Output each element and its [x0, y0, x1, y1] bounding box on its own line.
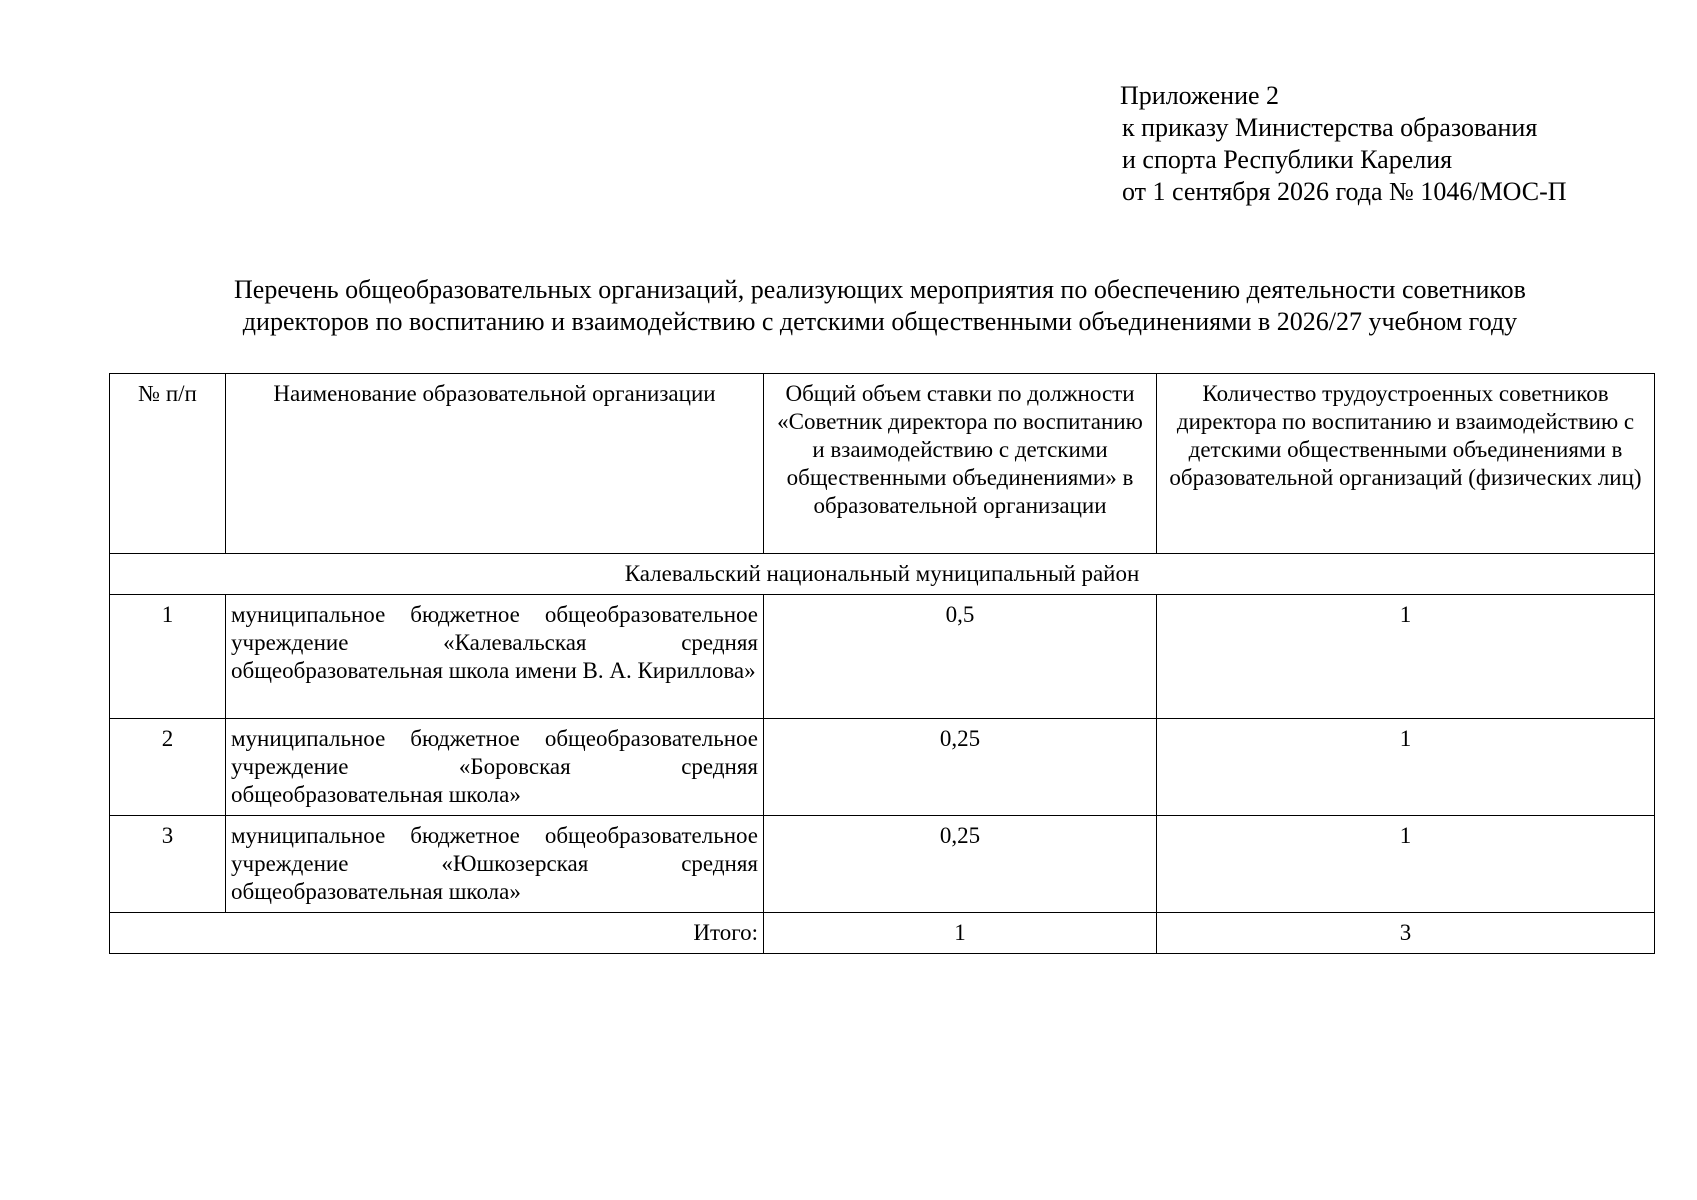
organizations-table	[109, 373, 1655, 954]
row-num: 3	[110, 816, 226, 913]
row-name: муниципальное бюджетное общеобразовательное учреждение «Юшкозерская средняя общеобразовательная школа»	[226, 816, 764, 913]
header-count: Количество трудоустроенных советников директора по воспитанию и взаимодействию с детскими общественными объединениями в образовательной организаций (физических лиц)	[1157, 374, 1655, 554]
total-rate: 1	[764, 913, 1157, 954]
row-rate: 0,5	[764, 595, 1157, 719]
appendix-line-3: и спорта Республики Карелия	[1122, 145, 1453, 174]
table-row	[110, 719, 1655, 816]
total-row	[110, 913, 1655, 954]
header-rate: Общий объем ставки по должности «Советник директора по воспитанию и взаимодействию с детскими общественными объединениями» в образовательной организации	[764, 374, 1157, 554]
total-label: Итого:	[110, 913, 764, 954]
row-name: муниципальное бюджетное общеобразовательное учреждение «Калевальская средняя общеобразовательная школа имени В. А. Кириллова»	[226, 595, 764, 719]
document-title	[110, 274, 1650, 338]
row-count: 1	[1157, 816, 1655, 913]
row-num: 2	[110, 719, 226, 816]
document-title-line-2: директоров по воспитанию и взаимодействию с детскими общественными объединениями в 2026/27 учебном году	[242, 307, 1518, 336]
group-title: Калевальский национальный муниципальный район	[110, 554, 1655, 595]
row-count: 1	[1157, 595, 1655, 719]
row-num: 1	[110, 595, 226, 719]
total-count: 3	[1157, 913, 1655, 954]
row-count: 1	[1157, 719, 1655, 816]
header-name: Наименование образовательной организации	[226, 374, 764, 554]
row-rate: 0,25	[764, 719, 1157, 816]
row-name: муниципальное бюджетное общеобразовательное учреждение «Боровская средняя общеобразовательная школа»	[226, 719, 764, 816]
appendix-block	[1122, 80, 1567, 208]
appendix-line-1: Приложение 2	[1120, 81, 1280, 110]
table-header-row	[110, 374, 1655, 554]
document-title-line-1: Перечень общеобразовательных организаций, реализующих мероприятия по обеспечению деятельности советников	[234, 275, 1526, 304]
group-row	[110, 554, 1655, 595]
row-rate: 0,25	[764, 816, 1157, 913]
table-row	[110, 816, 1655, 913]
header-num: № п/п	[110, 374, 226, 554]
appendix-line-2: к приказу Министерства образования	[1122, 113, 1538, 142]
table-row	[110, 595, 1655, 719]
appendix-line-4: от 1 сентября 2026 года № 1046/МОС-П	[1122, 177, 1567, 206]
